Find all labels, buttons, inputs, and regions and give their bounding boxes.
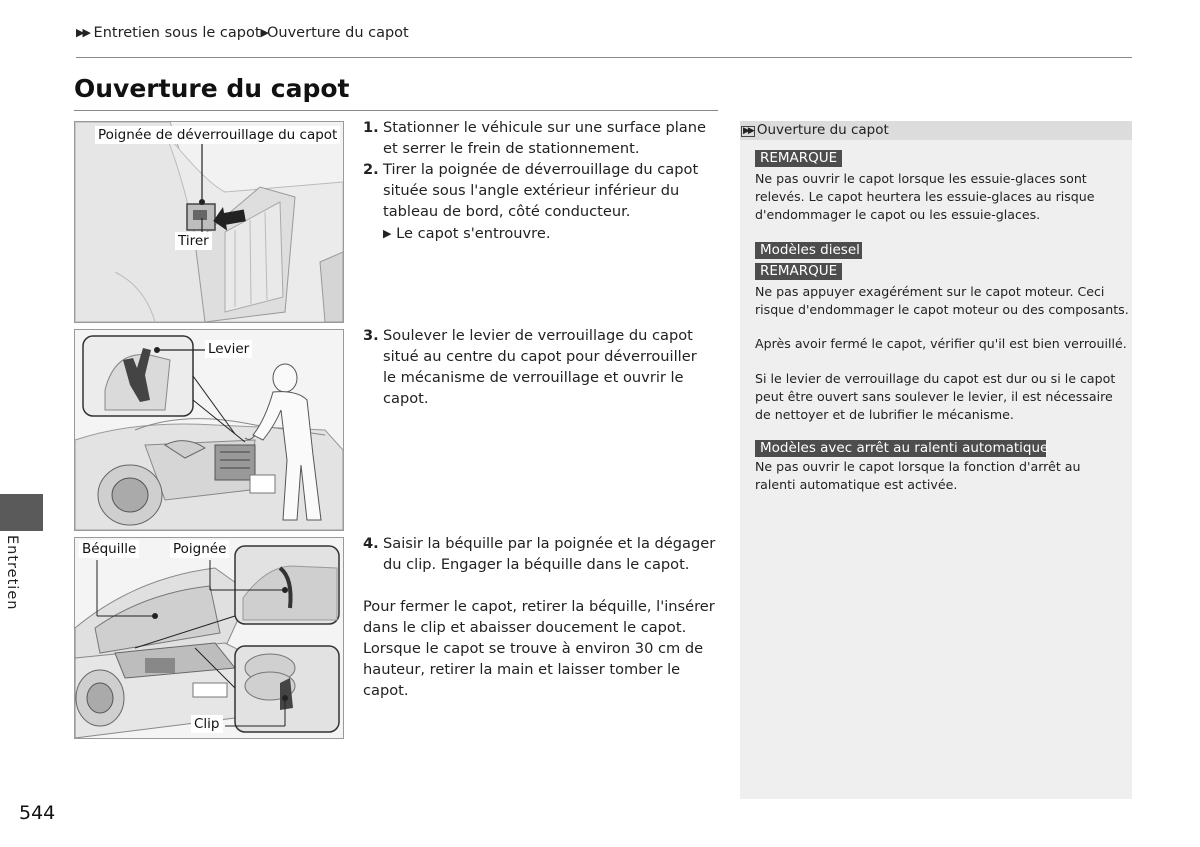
remarque-tag-2: REMARQUE xyxy=(755,263,842,280)
step-3-text: Soulever le levier de verrouillage du capot situé au centre du capot pour déverrouiller le mécanisme de verrouillage et ouvrir le capot. xyxy=(383,327,697,407)
sidebar-note-1: Ne pas ouvrir le capot lorsque les essuie-glaces sont relevés. Le capot heurtera les essuie-glaces au risque d'endommager le capot ou les essuie-glaces. xyxy=(755,171,1095,222)
sidebar-paragraph-2: Si le levier de verrouillage du capot est dur ou si le capot peut être ouvert sans soulever le levier, il est nécessaire de nettoyer et de lubrifier le mécanisme. xyxy=(755,371,1116,422)
section-tab-marker xyxy=(0,494,43,531)
remarque-tag-1: REMARQUE xyxy=(755,150,842,167)
title-rule xyxy=(74,110,718,111)
step-3 xyxy=(363,325,713,409)
page-title: Ouverture du capot xyxy=(74,74,350,103)
breadcrumb-arrow-icon: ▶▶ xyxy=(76,26,89,39)
figure-prop-rod xyxy=(74,537,344,739)
label-handle: Poignée xyxy=(170,540,229,558)
page-number: 544 xyxy=(19,802,56,824)
step-2-text: Tirer la poignée de déverrouillage du capot située sous l'angle extérieur inférieur du tableau de bord, côté conducteur. xyxy=(383,161,699,220)
step-4 xyxy=(363,533,723,575)
step-2 xyxy=(363,159,723,222)
figure-hood-lever xyxy=(74,329,344,531)
closing-paragraph: Pour fermer le capot, retirer la béquille, l'insérer dans le clip et abaisser doucement le capot. Lorsque le capot se trouve à environ 30 cm de hauteur, retirer la main et laisser tomber le capot. xyxy=(363,598,715,699)
breadcrumb-item-1: Entretien sous le capot xyxy=(93,25,261,41)
header-rule xyxy=(76,57,1132,58)
prop-rod-illustration xyxy=(75,538,343,738)
label-clip: Clip xyxy=(191,715,223,733)
hood-release-illustration xyxy=(75,122,343,322)
hood-lever-illustration xyxy=(75,330,343,530)
step-1 xyxy=(363,117,723,159)
sidebar-note-2: Ne pas appuyer exagérément sur le capot moteur. Ceci risque d'endommager le capot moteur ou des composants. xyxy=(755,284,1129,317)
sidebar-note-3: Ne pas ouvrir le capot lorsque la fonction d'arrêt au ralenti automatique est activée. xyxy=(755,459,1081,492)
label-lever: Levier xyxy=(205,340,252,358)
sidebar-title xyxy=(741,121,889,139)
reference-arrow-icon: ▶▶ xyxy=(743,126,753,136)
section-tab-label: Entretien xyxy=(4,535,20,611)
step-2-number: 2. xyxy=(363,161,379,178)
step-4-number: 4. xyxy=(363,535,379,552)
label-hood-release-handle: Poignée de déverrouillage du capot xyxy=(95,126,340,144)
breadcrumb-item-2: Ouverture du capot xyxy=(267,25,409,41)
sidebar-paragraph-1: Après avoir fermé le capot, vérifier qu'il est bien verrouillé. xyxy=(755,336,1127,351)
step-2-result xyxy=(383,223,550,245)
auto-idle-stop-tag: Modèles avec arrêt au ralenti automatique xyxy=(755,440,1046,457)
diesel-models-tag: Modèles diesel xyxy=(755,242,862,259)
step-4-text: Saisir la béquille par la poignée et la dégager du clip. Engager la béquille dans le capot. xyxy=(383,535,716,573)
step-1-number: 1. xyxy=(363,119,379,136)
breadcrumb-separator-icon: ▶ xyxy=(260,26,267,39)
step-3-number: 3. xyxy=(363,327,379,344)
sidebar-title-text: Ouverture du capot xyxy=(756,122,889,138)
step-2-result-text: Le capot s'entrouvre. xyxy=(396,225,551,242)
figure-hood-release xyxy=(74,121,344,323)
label-pull: Tirer xyxy=(175,232,212,250)
breadcrumb xyxy=(76,25,409,41)
result-arrow-icon: ▶ xyxy=(383,227,392,240)
step-1-text: Stationner le véhicule sur une surface plane et serrer le frein de stationnement. xyxy=(383,119,706,157)
label-prop-rod: Béquille xyxy=(79,540,139,558)
